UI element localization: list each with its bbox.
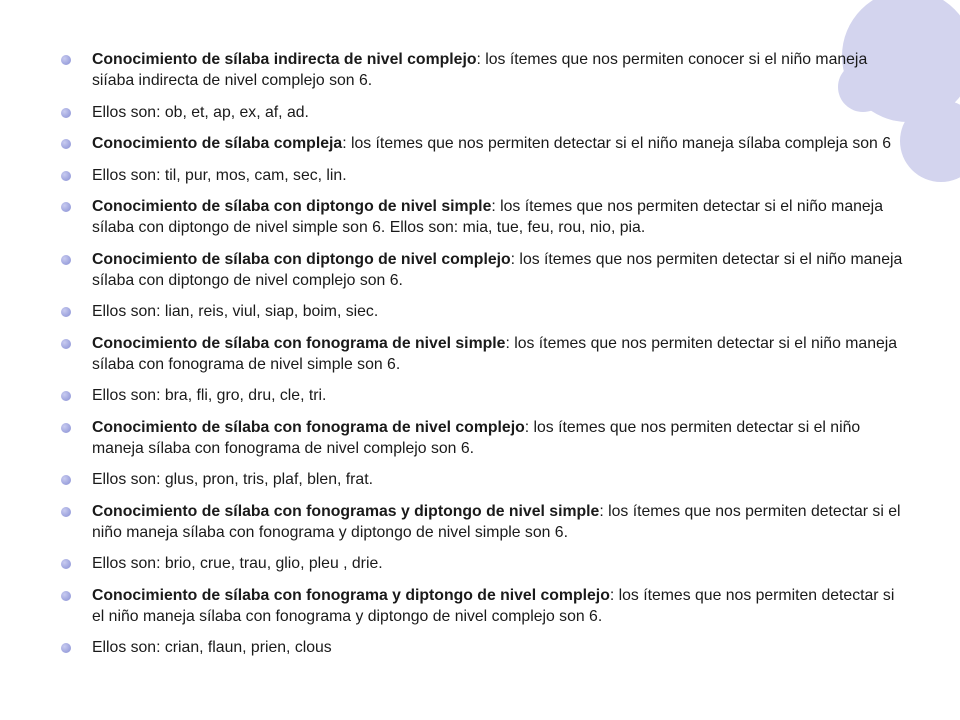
item-text: : los ítemes que nos permiten detectar si el niño maneja sílaba con diptongo de nivel complejo son 6.: [92, 250, 903, 289]
bullet-icon: [61, 591, 71, 601]
bullet-icon: [61, 507, 71, 517]
item-heading: Conocimiento de sílaba con fonograma y diptongo de nivel complejo: [92, 586, 610, 604]
list-item: [58, 249, 908, 291]
list-item: [58, 102, 908, 123]
bullet-icon: [61, 643, 71, 653]
list-item: [58, 637, 908, 658]
item-text: : los ítemes que nos permiten detectar si el niño maneja sílaba con diptongo de nivel simple son 6. Ellos son: mia, tue, feu, rou, nio, pia.: [92, 198, 883, 236]
bullet-icon: [61, 559, 71, 569]
item-text: : los ítemes que nos permiten detectar si el niño maneja sílaba compleja son 6: [342, 135, 891, 152]
bullet-icon: [61, 307, 71, 317]
bullet-icon: [61, 423, 71, 433]
bullet-icon: [61, 339, 71, 349]
item-text: Ellos son: brio, crue, trau, glio, pleu , drie.: [92, 555, 383, 572]
item-text: : los ítemes que nos permiten detectar si el niño maneja sílaba con fonograma de nivel simple son 6.: [92, 334, 898, 373]
item-heading: Conocimiento de sílaba con fonograma de nivel simple: [92, 334, 506, 352]
decorative-circle-small: [918, 30, 958, 70]
item-heading: Conocimiento de sílaba con diptongo de nivel complejo: [92, 250, 511, 268]
item-text: Ellos son: bra, fli, gro, dru, cle, tri.: [92, 387, 327, 404]
item-text: : los ítemes que nos permiten detectar si el niño maneja sílaba con fonograma y diptongo de nivel simple son 6.: [92, 502, 901, 541]
item-text: : los ítemes que nos permiten detectar si el niño maneja sílaba con fonograma de nivel complejo son 6.: [92, 418, 861, 457]
item-text: Ellos son: lian, reis, viul, siap, boim, siec.: [92, 303, 379, 320]
item-heading: Conocimiento de sílaba con fonogramas y diptongo de nivel simple: [92, 502, 600, 520]
bullet-icon: [61, 55, 71, 65]
list-item: [58, 196, 908, 238]
item-heading: Conocimiento de sílaba compleja: [92, 135, 343, 152]
list-item: [58, 333, 908, 375]
list-item: [58, 165, 908, 186]
item-text: Ellos son: til, pur, mos, cam, sec, lin.: [92, 166, 347, 184]
item-text: Ellos son: ob, et, ap, ex, af, ad.: [92, 103, 309, 121]
list-item: [58, 501, 908, 543]
list-item: [58, 49, 908, 91]
item-heading: Conocimiento de sílaba indirecta de nivel complejo: [92, 51, 477, 68]
list-item: [58, 417, 908, 459]
bullet-icon: [61, 255, 71, 265]
list-item: [58, 133, 908, 154]
bullet-icon: [61, 108, 71, 118]
item-text: Ellos son: crian, flaun, prien, clous: [92, 639, 332, 656]
bullet-icon: [61, 139, 71, 149]
list-item: [58, 469, 908, 490]
bullet-icon: [61, 202, 71, 212]
bullet-icon: [61, 475, 71, 485]
bullet-icon: [61, 171, 71, 181]
item-text: : los ítemes que nos permiten conocer si el niño maneja siíaba indirecta de nivel complejo son 6.: [92, 51, 868, 89]
list-item: [58, 553, 908, 574]
item-text: : los ítemes que nos permiten detectar si el niño maneja sílaba con fonograma y diptongo de nivel complejo son 6.: [92, 586, 895, 625]
item-text: Ellos son: glus, pron, tris, plaf, blen, frat.: [92, 471, 373, 488]
item-heading: Conocimiento de sílaba con fonograma de nivel complejo: [92, 418, 525, 436]
list-item: [58, 301, 908, 322]
bullet-icon: [61, 391, 71, 401]
bullet-list: [58, 49, 908, 669]
list-item: [58, 385, 908, 406]
item-heading: Conocimiento de sílaba con diptongo de nivel simple: [92, 198, 492, 215]
list-item: [58, 585, 908, 627]
